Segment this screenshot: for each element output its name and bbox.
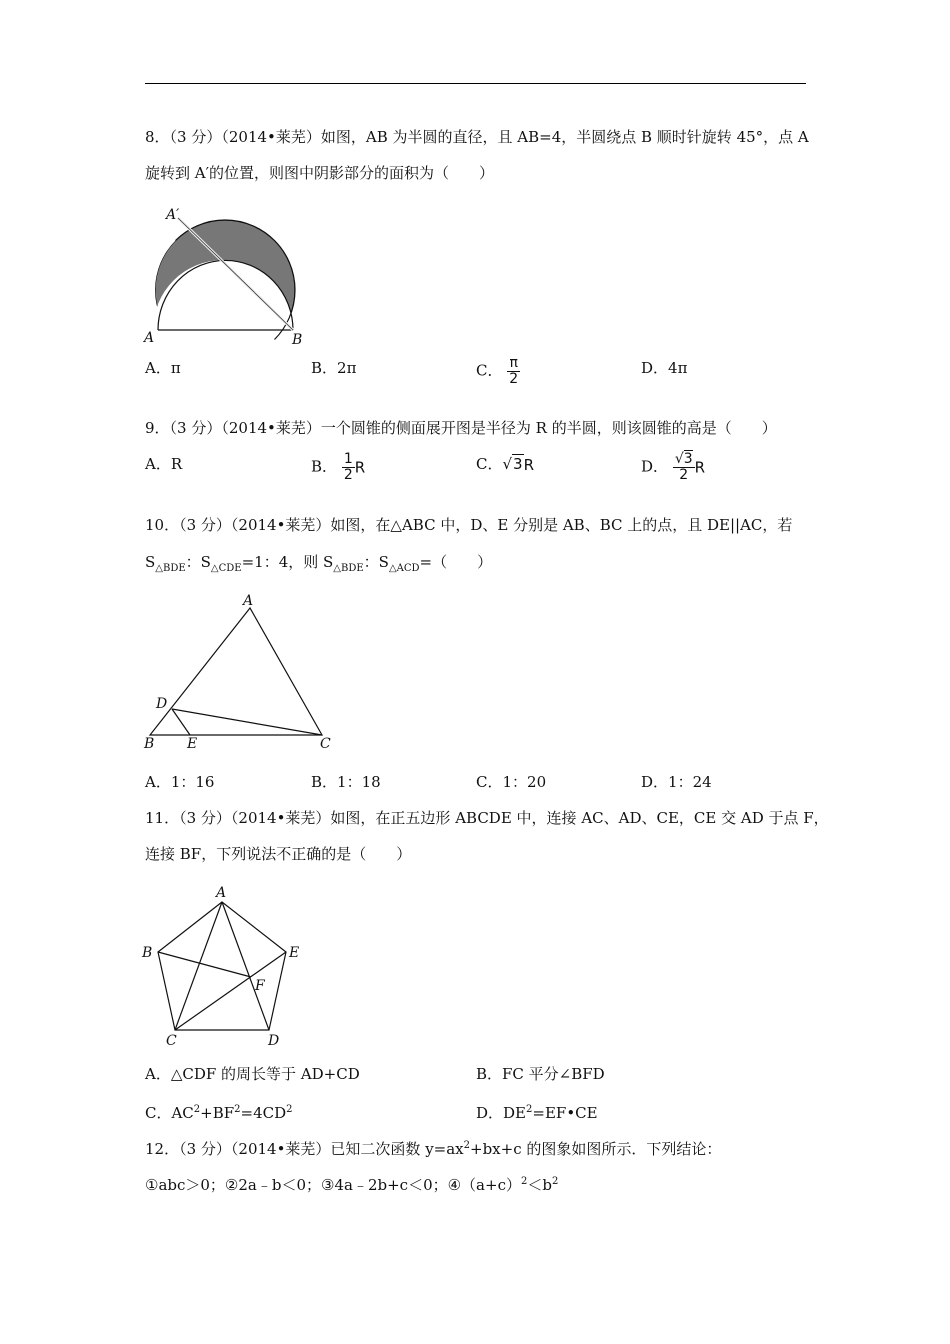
q12-stem-line2: ①abc＞0；②2a﹣b＜0；③4a﹣2b+c＜0；$④(a+c)^2<b^2$ bbox=[145, 1176, 559, 1194]
q11-option-b: B．FC 平分∠BFD bbox=[476, 1065, 605, 1083]
q11-segment-BF bbox=[158, 952, 251, 977]
q8-shaded-region bbox=[155, 220, 295, 360]
q11-option-a: A．△CDF 的周长等于 AD+CD bbox=[145, 1065, 360, 1083]
q8-stem-line2: 旋转到 A′的位置，则图中阴影部分的面积为（ ） bbox=[145, 164, 495, 182]
q10-option-d: D．1：24 bbox=[641, 773, 712, 791]
q11-label-B: B bbox=[142, 945, 153, 961]
q11-option-d: D．$DE^2=EF•CE$ bbox=[476, 1104, 598, 1122]
q8-option-b: B．2π bbox=[311, 359, 357, 377]
q11-option-c: C．$AC^2+BF^2=4CD^2$ bbox=[145, 1104, 293, 1122]
q10-label-C: C bbox=[320, 736, 331, 752]
q8-label-B: B bbox=[292, 332, 303, 348]
q11-figure bbox=[140, 880, 315, 1050]
q8-option-c-prefix: C． bbox=[476, 361, 503, 380]
q11-stem-line1: 11．（3 分）（2014•莱芜）如图，在正五边形 ABCDE 中，连接 AC、AD、CE，CE 交 AD 于点 F， bbox=[145, 809, 829, 827]
q10-figure bbox=[140, 590, 340, 755]
q10-label-E: E bbox=[187, 736, 198, 752]
q8-label-A-prime: A′ bbox=[166, 207, 180, 223]
q11-segment-AC bbox=[175, 902, 222, 1030]
q10-label-B: B bbox=[144, 736, 155, 752]
q11-label-C: C bbox=[166, 1033, 177, 1049]
q8-figure bbox=[140, 200, 340, 350]
q10-label-A: A bbox=[243, 593, 254, 609]
q9-option-a: A．R bbox=[145, 455, 183, 473]
q8-option-a: A．π bbox=[145, 359, 181, 377]
q12-stem-line1: 12．（3 分）（2014•莱芜）已知二次函数 $y=ax^2+bx+c$ 的图象如图所示．下列结论： bbox=[145, 1140, 722, 1158]
q8-stem-line1: 8．（3 分）（2014•莱芜）如图，AB 为半圆的直径，且 AB=4，半圆绕点 B 顺时针旋转 45°，点 A bbox=[145, 128, 809, 146]
q10-option-a: A．1：16 bbox=[145, 773, 215, 791]
q10-segment-DE bbox=[172, 709, 190, 735]
q8-option-d: D．4π bbox=[641, 359, 688, 377]
q8-option-c-fraction: $\frac{\pi}{2}$ bbox=[509, 355, 519, 387]
q11-segment-CE bbox=[175, 952, 286, 1030]
q8-option-c bbox=[476, 356, 520, 387]
q11-label-D: D bbox=[268, 1033, 280, 1049]
q11-label-A: A bbox=[216, 885, 227, 901]
q10-triangle-ABC bbox=[150, 608, 322, 735]
q11-label-E: E bbox=[289, 945, 300, 961]
q9-option-d: D． $\frac{√3}{2}$ R bbox=[641, 451, 706, 483]
q11-segment-AD bbox=[222, 902, 269, 1030]
q9-option-c: C．√3R bbox=[476, 455, 535, 474]
q9-stem: 9．（3 分）（2014•莱芜）一个圆锥的侧面展开图是半径为 R 的半圆，则该圆锥的高是（ ） bbox=[145, 419, 777, 437]
q11-label-F: F bbox=[255, 978, 265, 994]
q10-stem-line1: 10．（3 分）（2014•莱芜）如图，在△ABC 中，D、E 分别是 AB、BC 上的点，且 DE||AC，若 bbox=[145, 516, 793, 534]
q10-option-b: B．1：18 bbox=[311, 773, 381, 791]
q11-stem-line2: 连接 BF，下列说法不正确的是（ ） bbox=[145, 845, 412, 863]
q9-option-b: B． $\frac{1}{2}$ R bbox=[311, 451, 366, 483]
q8-label-A: A bbox=[144, 330, 155, 346]
q10-label-D: D bbox=[156, 696, 168, 712]
header-rule bbox=[145, 83, 806, 84]
q10-stem-line2: $S_{\triangle BDE}$：$S_{\triangle CDE}=1$：4，则 $S_{\triangle BDE}$：$S_{\triangle ACD}=$（ ） bbox=[145, 553, 493, 574]
q10-segment-DC bbox=[172, 709, 322, 735]
q10-option-c: C．1：20 bbox=[476, 773, 547, 791]
